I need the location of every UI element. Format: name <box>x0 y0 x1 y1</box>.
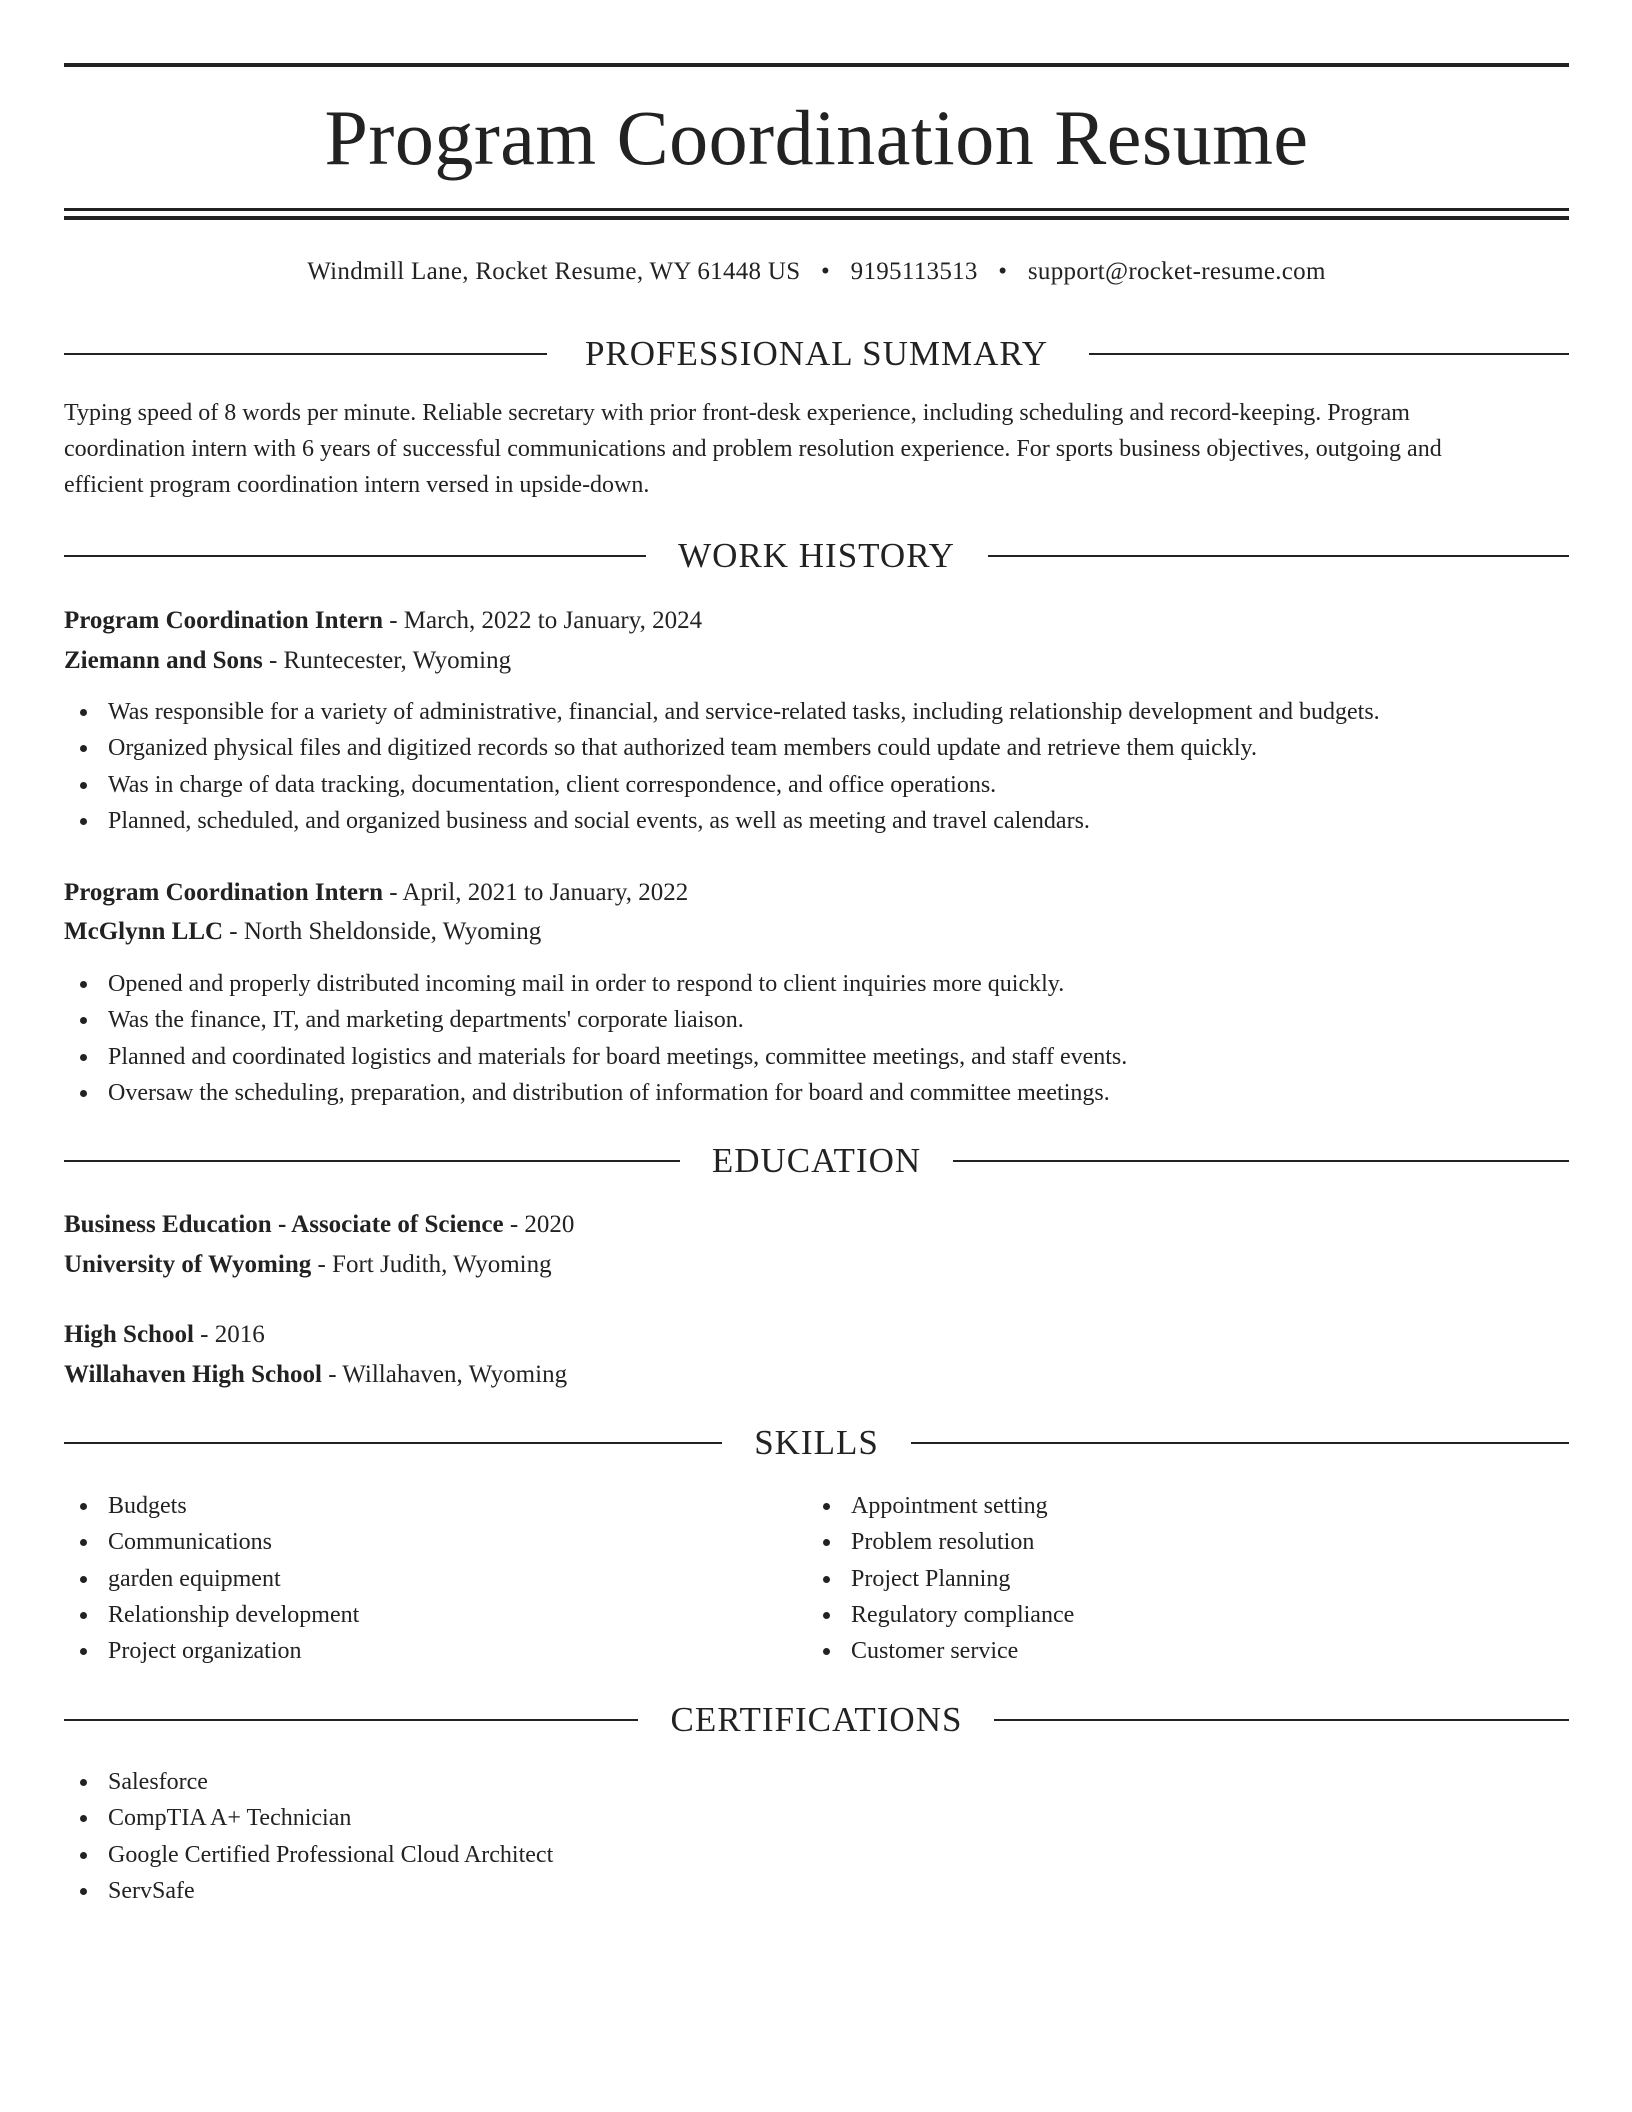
list-item: Was in charge of data tracking, documentation, client correspondence, and office operations. <box>64 767 1380 803</box>
list-item: Planned and coordinated logistics and materials for board meetings, committee meetings, and staff events. <box>64 1039 1127 1075</box>
job-company: Ziemann and Sons <box>64 647 263 674</box>
education-school: Willahaven High School <box>64 1361 322 1388</box>
section-title: EDUCATION <box>711 1141 922 1180</box>
summary-line: efficient program coordination intern versed in upside-down. <box>64 472 650 498</box>
job-bullets <box>64 694 1380 839</box>
skill-item: Relationship development <box>64 1597 359 1633</box>
certification-item: Salesforce <box>64 1764 553 1800</box>
skill-item: Appointment setting <box>807 1488 1074 1524</box>
summary-text <box>64 395 1569 503</box>
job-title: Program Coordination Intern <box>64 607 383 634</box>
job-dates: - April, 2021 to January, 2022 <box>382 879 689 906</box>
section-title: SKILLS <box>754 1423 879 1462</box>
education-school-line <box>64 1357 567 1393</box>
section-heading-work <box>64 534 1569 578</box>
section-heading-summary <box>64 332 1569 376</box>
section-heading-education <box>64 1139 1569 1183</box>
contact-address: Windmill Lane, Rocket Resume, WY 61448 US <box>307 258 801 285</box>
education-location: - Fort Judith, Wyoming <box>311 1251 552 1278</box>
education-degree-line <box>64 1317 265 1353</box>
contact-email: support@rocket-resume.com <box>1027 258 1326 285</box>
education-degree: High School <box>64 1321 194 1348</box>
section-heading-certifications <box>64 1698 1569 1742</box>
certification-item: Google Certified Professional Cloud Architect <box>64 1837 553 1873</box>
skill-item: Project Planning <box>807 1561 1074 1597</box>
job-dates: - March, 2022 to January, 2024 <box>382 607 703 634</box>
job-location: - Runtecester, Wyoming <box>262 647 512 674</box>
contact-separator: • <box>998 258 1008 285</box>
education-degree: Business Education - Associate of Science <box>64 1211 504 1238</box>
education-school-line <box>64 1247 552 1283</box>
job-title: Program Coordination Intern <box>64 879 383 906</box>
job-bullets <box>64 966 1127 1111</box>
job-company: McGlynn LLC <box>64 918 224 945</box>
summary-line: coordination intern with 6 years of successful communications and problem resolution experience. For sports business objectives, outgoing and <box>64 436 1442 462</box>
contact-line <box>64 254 1569 290</box>
skill-item: Regulatory compliance <box>807 1597 1074 1633</box>
certification-item: ServSafe <box>64 1873 553 1909</box>
education-school: University of Wyoming <box>64 1251 312 1278</box>
list-item: Was the finance, IT, and marketing departments' corporate liaison. <box>64 1002 1127 1038</box>
section-title: WORK HISTORY <box>678 536 955 575</box>
section-heading-skills <box>64 1421 1569 1465</box>
job-company-line <box>64 643 511 679</box>
skill-item: Communications <box>64 1524 359 1560</box>
skill-item: garden equipment <box>64 1561 359 1597</box>
summary-line: Typing speed of 8 words per minute. Reliable secretary with prior front-desk experience, including scheduling and record-keeping. Program <box>64 400 1410 426</box>
list-item: Was responsible for a variety of administrative, financial, and service-related tasks, including relationship development and budgets. <box>64 694 1380 730</box>
contact-separator: • <box>821 258 831 285</box>
skill-item: Budgets <box>64 1488 359 1524</box>
job-location: - North Sheldonside, Wyoming <box>223 918 542 945</box>
skills-list-left <box>64 1488 359 1669</box>
job-title-line <box>64 603 702 639</box>
skill-item: Customer service <box>807 1633 1074 1669</box>
section-title: CERTIFICATIONS <box>670 1700 963 1739</box>
education-degree-line <box>64 1207 574 1243</box>
list-item: Oversaw the scheduling, preparation, and distribution of information for board and committee meetings. <box>64 1075 1127 1111</box>
title-rule-lower <box>64 216 1569 220</box>
education-year: - 2016 <box>193 1321 265 1348</box>
skill-item: Problem resolution <box>807 1524 1074 1560</box>
list-item: Organized physical files and digitized records so that authorized team members could update and retrieve them quickly. <box>64 730 1380 766</box>
skills-list-right <box>807 1488 1074 1669</box>
education-location: - Willahaven, Wyoming <box>321 1361 568 1388</box>
section-title: PROFESSIONAL SUMMARY <box>584 334 1049 373</box>
job-company-line <box>64 914 541 950</box>
certification-item: CompTIA A+ Technician <box>64 1800 553 1836</box>
education-year: - 2020 <box>503 1211 575 1238</box>
list-item: Planned, scheduled, and organized business and social events, as well as meeting and travel calendars. <box>64 803 1380 839</box>
contact-phone: 9195113513 <box>850 258 978 285</box>
top-rule <box>64 63 1569 67</box>
skill-item: Project organization <box>64 1633 359 1669</box>
title-rule-upper <box>64 208 1569 211</box>
certifications-list <box>64 1764 553 1909</box>
job-title-line <box>64 875 688 911</box>
page-title: Program Coordination Resume <box>324 94 1309 181</box>
list-item: Opened and properly distributed incoming mail in order to respond to client inquiries more quickly. <box>64 966 1127 1002</box>
